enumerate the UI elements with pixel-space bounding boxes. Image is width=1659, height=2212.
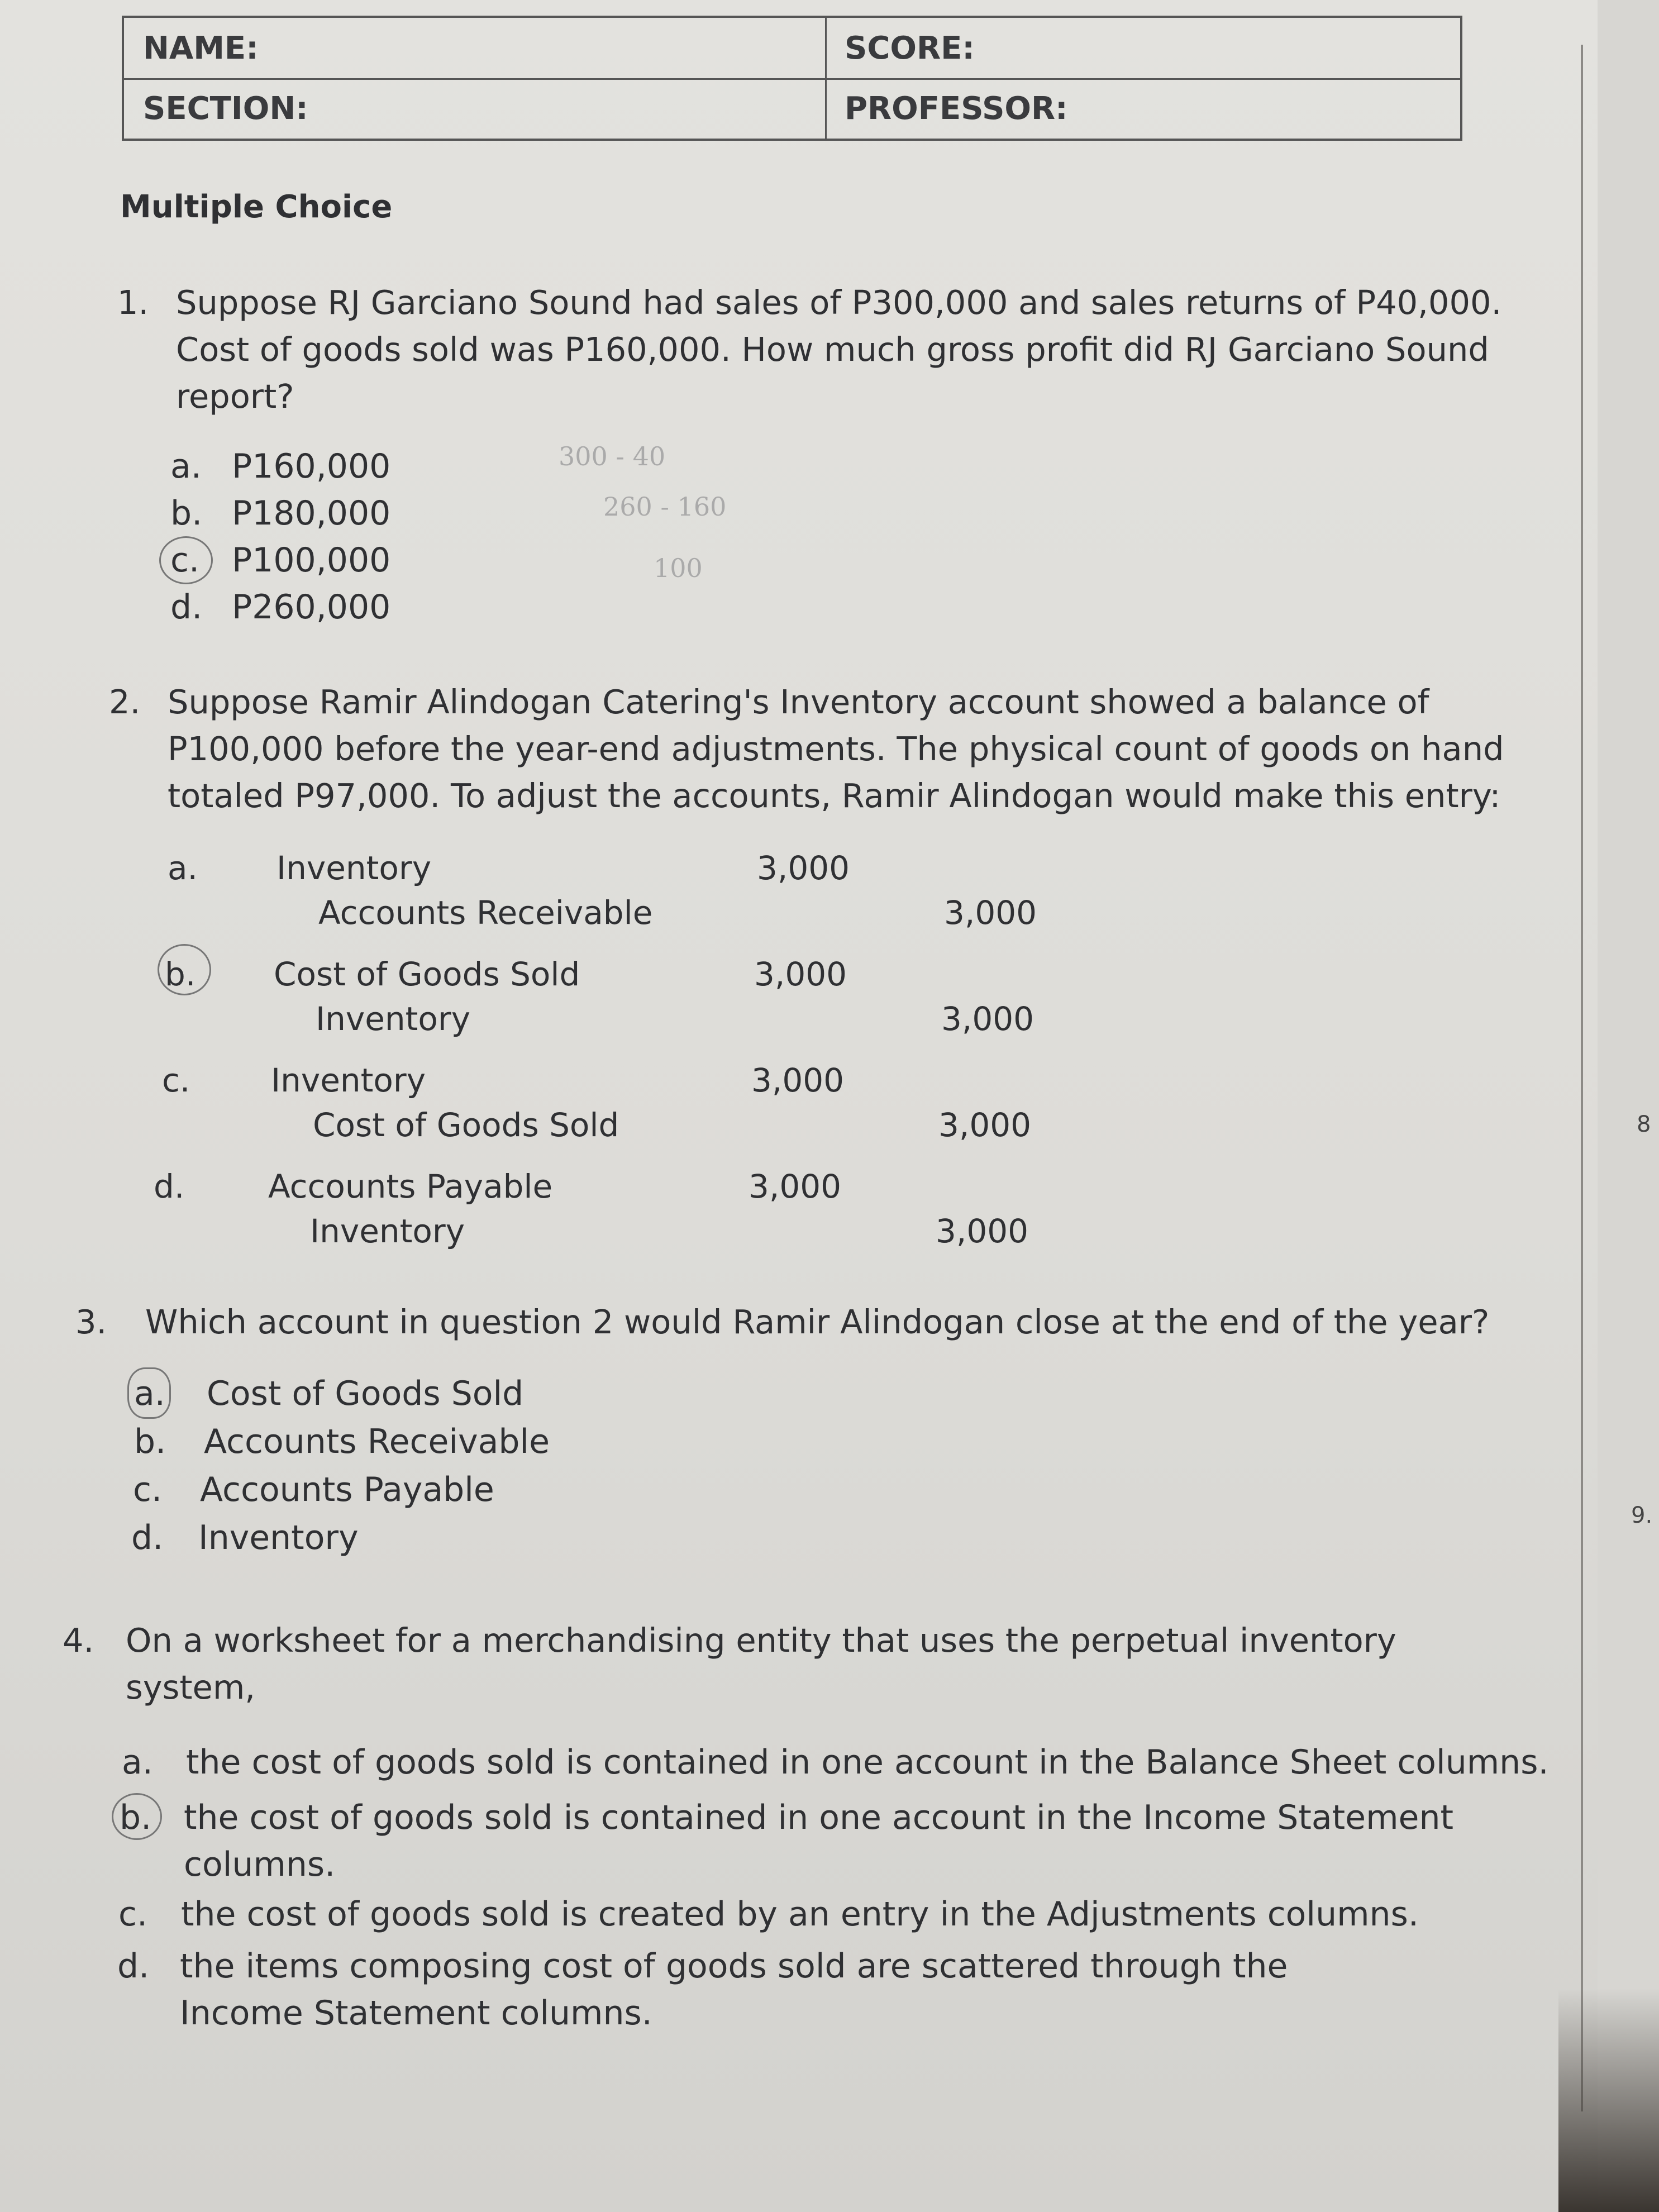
name-label: NAME: — [143, 30, 259, 66]
question-text: Suppose RJ Garciano Sound had sales of P300,000 and sales returns of P40,000. Cost of goods sold was P160,000. How much gross profit did RJ Garciano Sound report? — [176, 283, 1502, 416]
answer-circle — [159, 536, 213, 584]
q2-option-b[interactable]: b. Cost of Goods Sold Inventory 3,000 3,000 — [165, 955, 1035, 1038]
credit-amount: 3,000 — [944, 894, 1037, 932]
question-number: 2. — [109, 683, 141, 721]
margin-line — [1581, 45, 1583, 2111]
question-number: 1. — [117, 283, 149, 322]
credit-account: Inventory — [310, 1212, 465, 1250]
debit-account: Inventory — [271, 1061, 426, 1099]
question-text: On a worksheet for a merchandising entity that uses the perpetual inventory system, — [126, 1621, 1396, 1706]
margin-number-8: 8 — [1637, 1112, 1651, 1137]
question-text: Suppose Ramir Alindogan Catering's Inventory account showed a balance of P100,000 before the year-end adjustments. The physical count of goods on hand totaled P97,000. To adjust the accounts, Ramir Alindogan would make this entry: — [168, 683, 1504, 815]
debit-account: Accounts Payable — [268, 1167, 553, 1205]
header-row-1 — [124, 18, 1460, 80]
handwritten-note: 300 - 40 — [559, 441, 666, 471]
debit-account: Inventory — [276, 849, 432, 887]
credit-amount: 3,000 — [938, 1106, 1032, 1144]
question-2 — [109, 679, 1517, 824]
header-row-2 — [124, 78, 1460, 139]
q2-option-c[interactable]: c. Inventory Cost of Goods Sold 3,000 3,000 — [162, 1061, 1032, 1144]
question-3 — [75, 1299, 1528, 1349]
section-title: Multiple Choice — [120, 189, 393, 225]
score-label: SCORE: — [845, 30, 975, 66]
q2-option-a[interactable]: a. Inventory Accounts Receivable 3,000 3,000 — [168, 849, 1037, 932]
handwritten-note: 260 - 160 — [603, 492, 727, 522]
answer-circle — [127, 1367, 171, 1419]
header-divider — [825, 18, 827, 139]
credit-account: Cost of Goods Sold — [313, 1106, 619, 1144]
debit-amount: 3,000 — [757, 849, 850, 887]
handwritten-note: 100 — [654, 553, 703, 583]
student-info-table — [122, 16, 1462, 141]
question-1 — [117, 279, 1525, 425]
credit-account: Accounts Receivable — [318, 894, 653, 932]
section-label: SECTION: — [143, 90, 308, 127]
question-4 — [63, 1617, 1526, 1718]
debit-amount: 3,000 — [749, 1167, 842, 1205]
debit-amount: 3,000 — [751, 1061, 845, 1099]
credit-account: Inventory — [316, 1000, 471, 1038]
debit-account: Cost of Goods Sold — [274, 955, 580, 993]
credit-amount: 3,000 — [941, 1000, 1035, 1038]
q2-option-d[interactable]: d. Accounts Payable Inventory 3,000 3,000 — [154, 1167, 1029, 1250]
professor-label: PROFESSOR: — [845, 90, 1068, 127]
debit-amount: 3,000 — [754, 955, 847, 993]
answer-circle — [112, 1793, 162, 1840]
page-shadow — [1558, 1989, 1659, 2212]
question-text: Which account in question 2 would Ramir Alindogan close at the end of the year? — [145, 1303, 1490, 1341]
margin-number-9: 9. — [1631, 1503, 1653, 1528]
credit-amount: 3,000 — [936, 1212, 1029, 1250]
question-number: 4. — [63, 1621, 94, 1660]
answer-circle — [158, 944, 211, 995]
question-number: 3. — [75, 1303, 107, 1341]
